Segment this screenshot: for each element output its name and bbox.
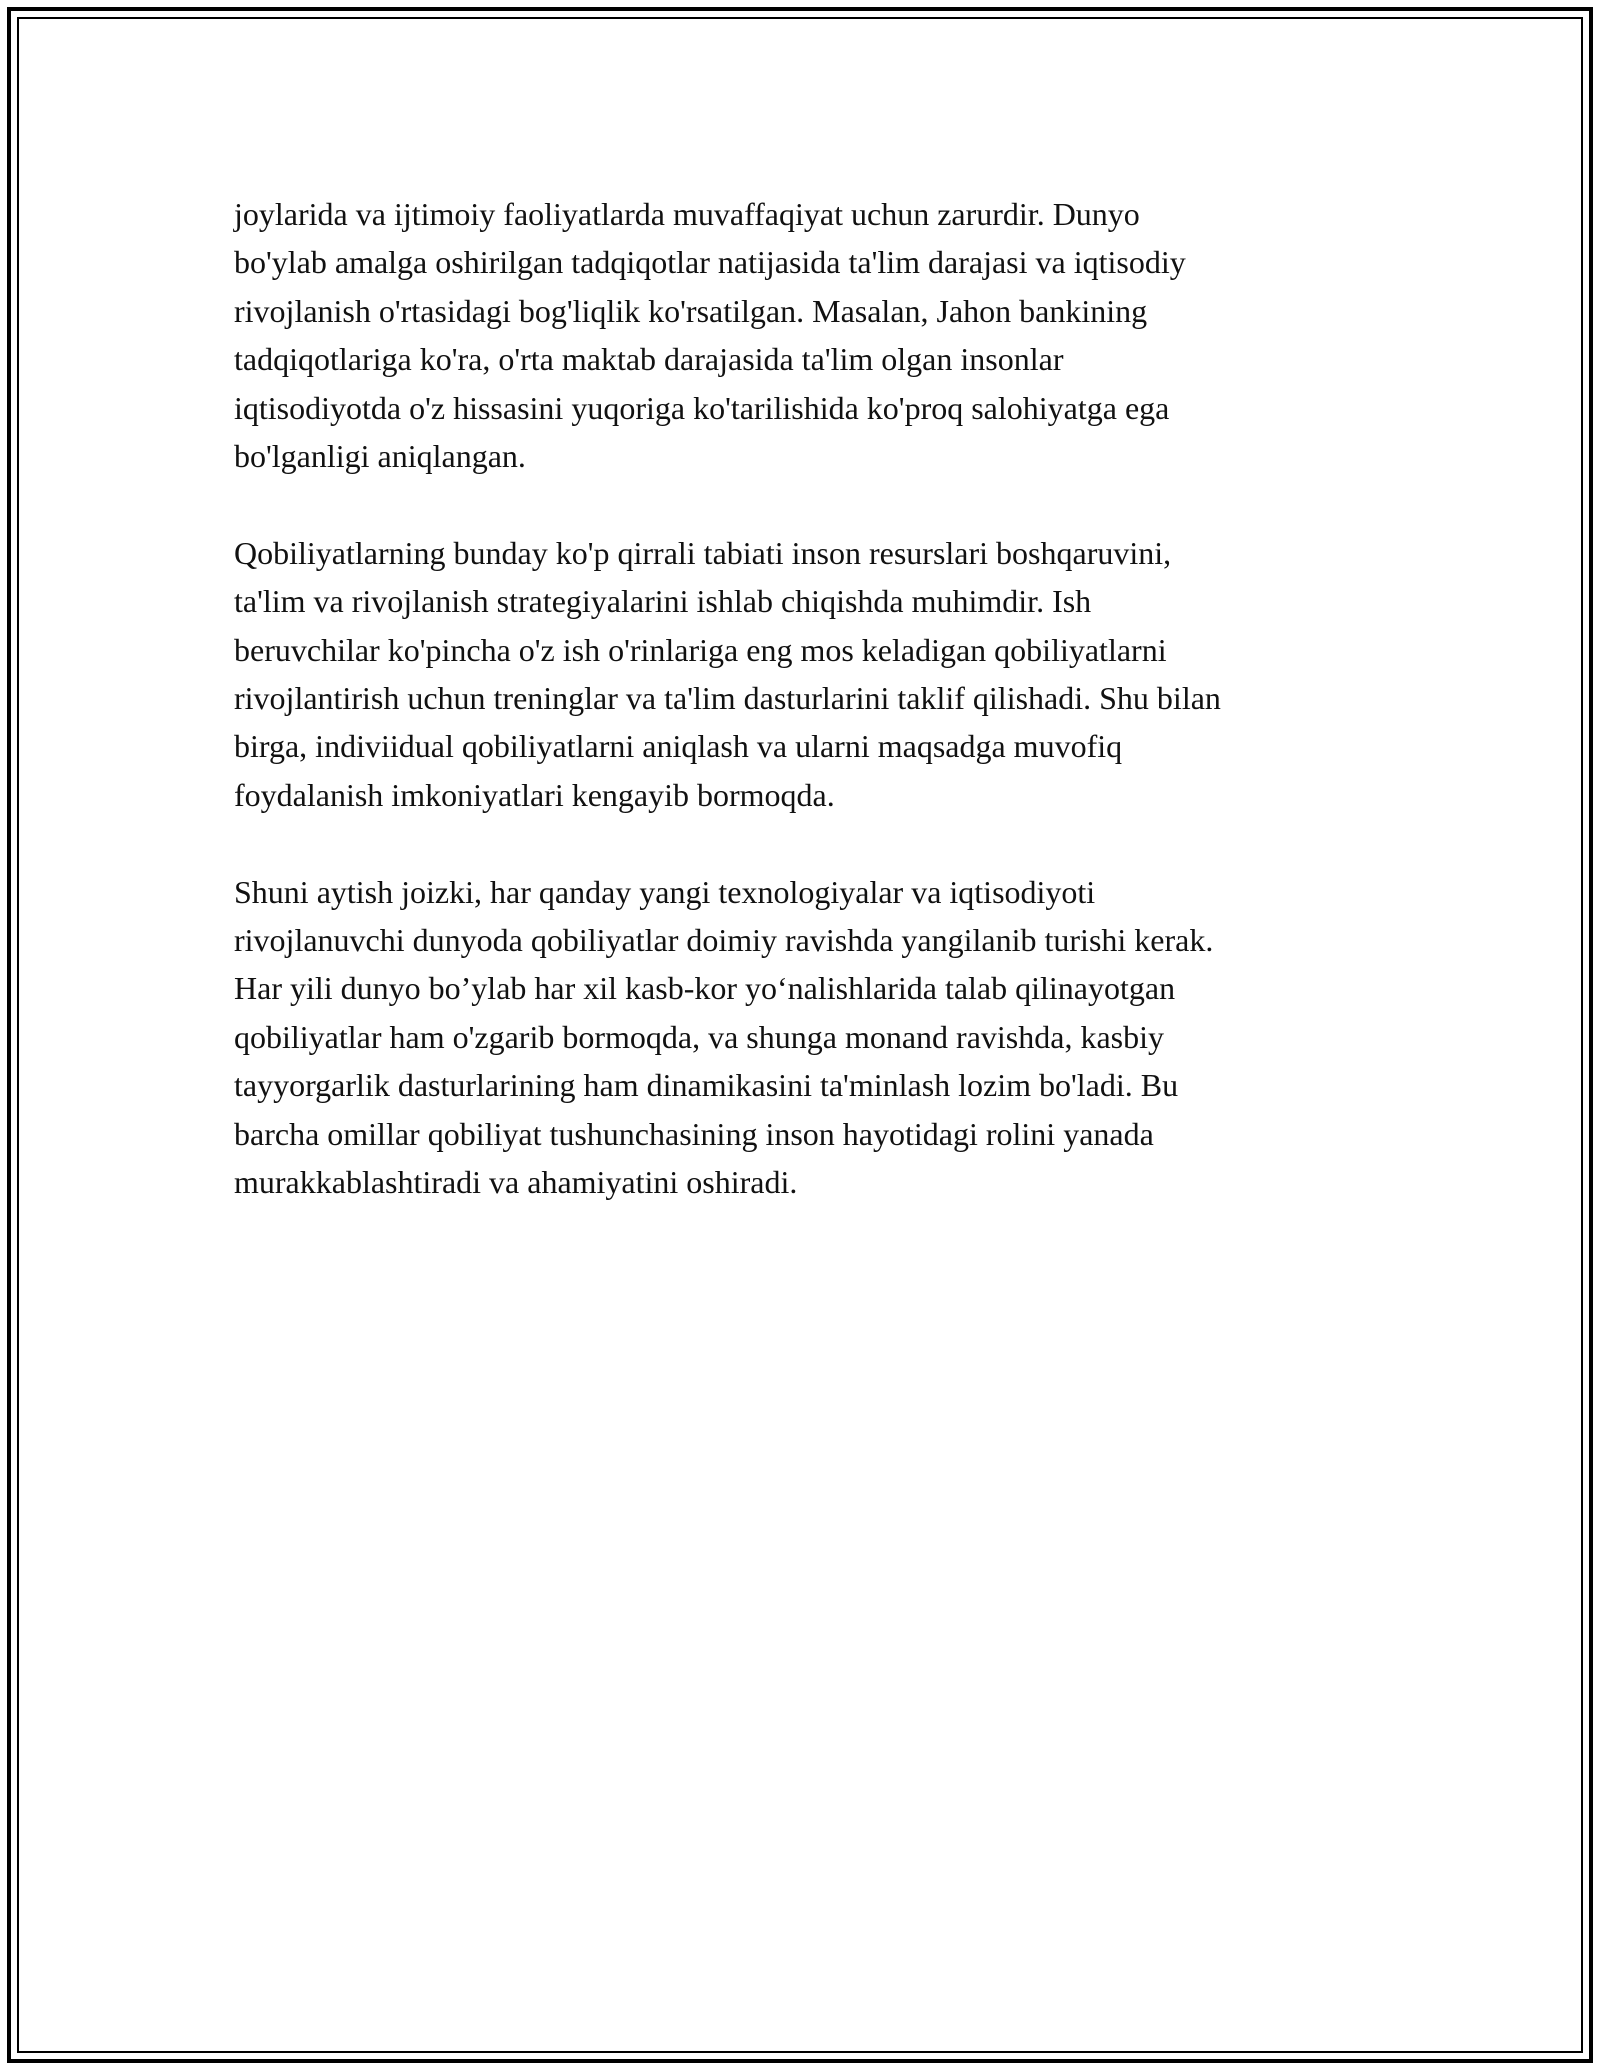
paragraph-line: ta'lim va rivojlanish strategiyalarini ishlab chiqishda muhimdir. Ish: [234, 583, 1092, 620]
paragraph-line: Har yili dunyo bo’ylab har xil kasb-kor yo‘nalishlarida talab qilinayotgan: [234, 970, 1176, 1007]
paragraph-line: bo'ylab amalga oshirilgan tadqiqotlar natijasida ta'lim darajasi va iqtisodiy: [234, 244, 1186, 281]
paragraph-line: qobiliyatlar ham o'zgarib bormoqda, va shunga monand ravishda, kasbiy: [234, 1018, 1164, 1055]
paragraph-line: rivojlanuvchi dunyoda qobiliyatlar doimiy ravishda yangilanib turishi kerak.: [234, 922, 1214, 959]
paragraph-line: beruvchilar ko'pincha o'z ish o'rinlariga eng mos keladigan qobiliyatlarni: [234, 631, 1167, 668]
document-body: [234, 190, 1394, 1255]
paragraph-line: tayyorgarlik dasturlarining ham dinamikasini ta'minlash lozim bo'ladi. Bu: [234, 1067, 1179, 1104]
paragraph-line: rivojlantirish uchun treninglar va ta'lim dasturlarini taklif qilishadi. Shu bilan: [234, 680, 1221, 717]
paragraph-2: [234, 529, 1394, 819]
paragraph-3: [234, 868, 1394, 1207]
paragraph-line: barcha omillar qobiliyat tushunchasining inson hayotidagi rolini yanada: [234, 1115, 1154, 1152]
paragraph-line: birga, indiviidual qobiliyatlarni aniqlash va ularni maqsadga muvofiq: [234, 728, 1123, 765]
paragraph-line: murakkablashtiradi va ahamiyatini oshiradi.: [234, 1164, 798, 1201]
paragraph-line: Shuni aytish joizki, har qanday yangi texnologiyalar va iqtisodiyoti: [234, 873, 1096, 910]
paragraph-line: tadqiqotlariga ko'ra, o'rta maktab darajasida ta'lim olgan insonlar: [234, 341, 1064, 378]
paragraph-line: rivojlanish o'rtasidagi bog'liqlik ko'rsatilgan. Masalan, Jahon bankining: [234, 292, 1148, 329]
paragraph-line: foydalanish imkoniyatlari kengayib bormoqda.: [234, 776, 835, 813]
paragraph-line: bo'lganligi aniqlangan.: [234, 438, 526, 475]
paragraph-line: iqtisodiyotda o'z hissasini yuqoriga ko'tarilishida ko'proq salohiyatga ega: [234, 389, 1170, 426]
paragraph-line: joylarida va ijtimoiy faoliyatlarda muvaffaqiyat uchun zarurdir. Dunyo: [234, 196, 1140, 232]
paragraph-1: [234, 190, 1394, 480]
paragraph-line: Qobiliyatlarning bunday ko'p qirrali tabiati inson resurslari boshqaruvini,: [234, 534, 1172, 571]
